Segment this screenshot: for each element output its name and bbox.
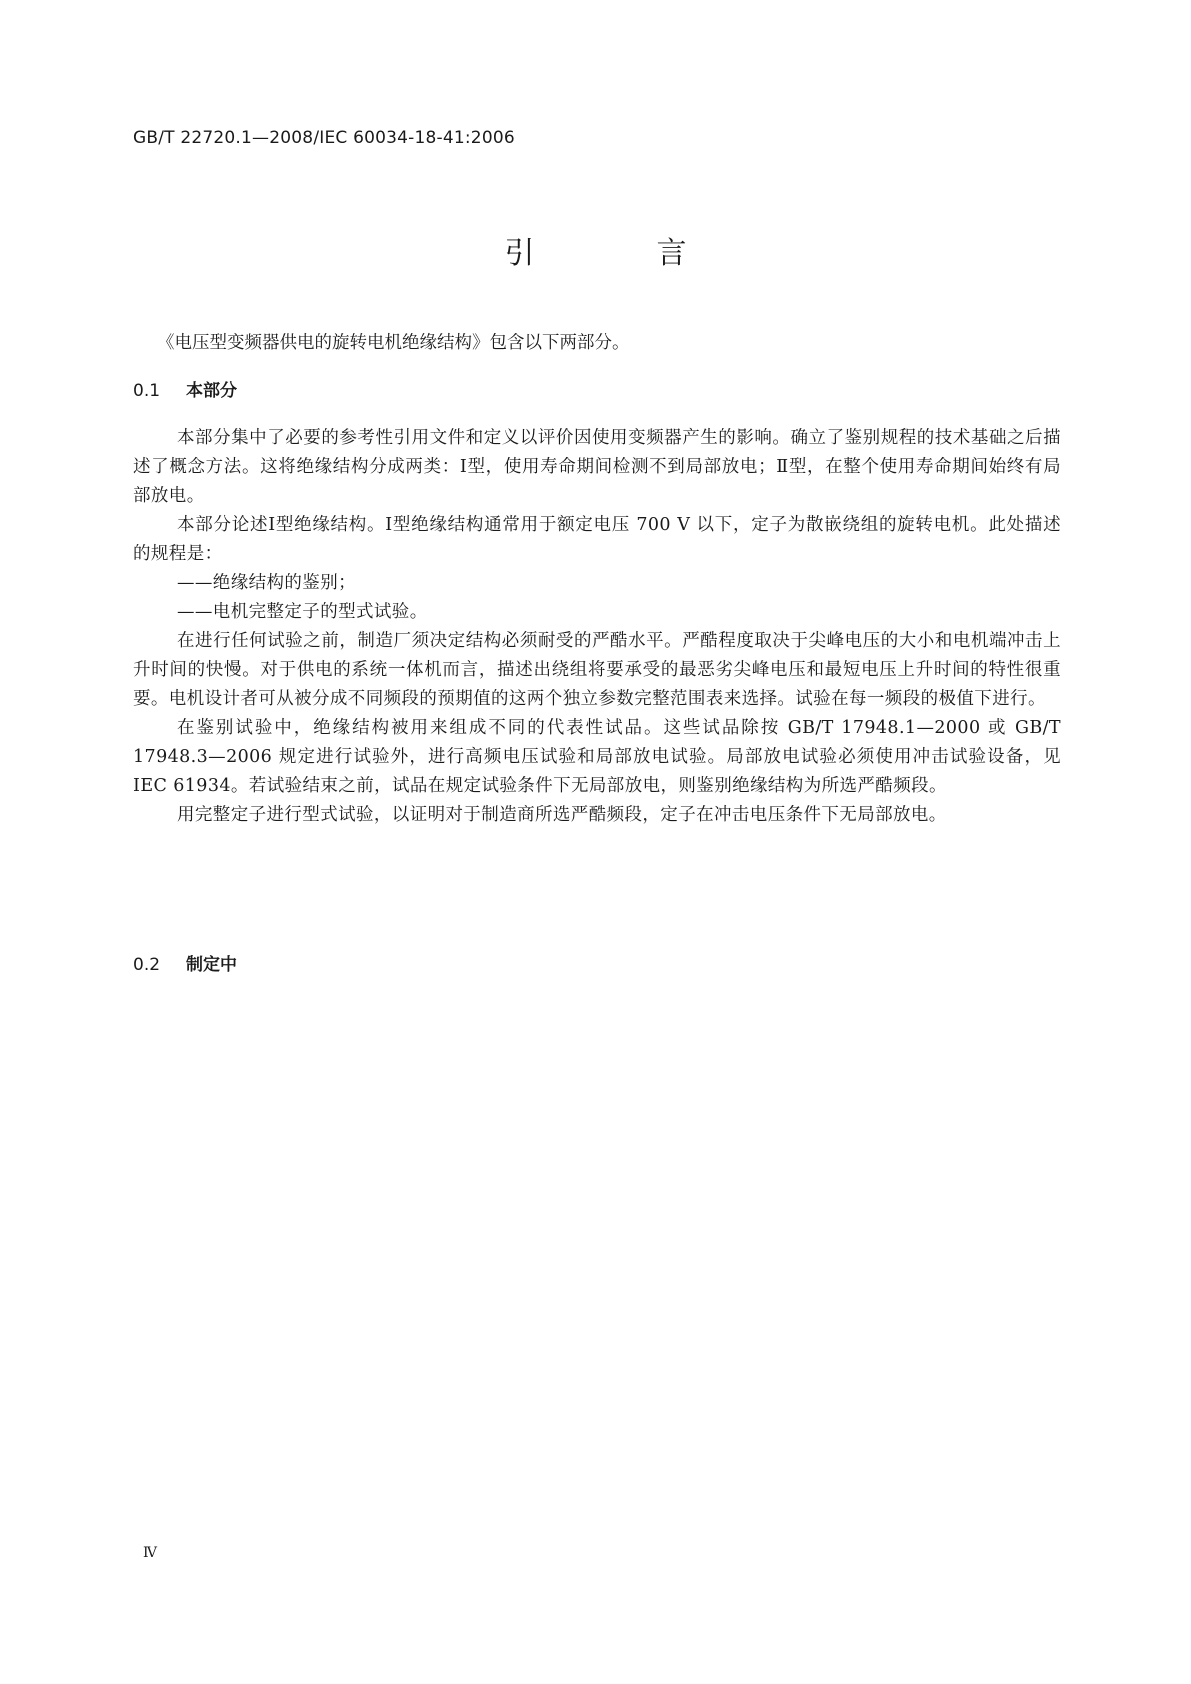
section-body-0-1	[133, 424, 1061, 830]
paragraph: 用完整定子进行型式试验，以证明对于制造商所选严酷频段，定子在冲击电压条件下无局部放电。	[177, 805, 947, 825]
list-item: ——绝缘结构的鉴别；	[177, 573, 356, 593]
list-item: ——电机完整定子的型式试验。	[177, 602, 428, 622]
section-heading-0-1	[133, 376, 237, 401]
standard-code-header: GB/T 22720.1—2008/IEC 60034-18-41:2006	[133, 128, 515, 148]
intro-paragraph: 《电压型变频器供电的旋转电机绝缘结构》包含以下两部分。	[157, 333, 630, 353]
paragraph: 在进行任何试验之前，制造厂须决定结构必须耐受的严酷水平。严酷程度取决于尖峰电压的大小和电机端冲击上升时间的快慢。对于供电的系统一体机而言，描述出绕组将要承受的最恶劣尖峰电压和最短电压上升时间的特性很重要。电机设计者可从被分成不同频段的预期值的这两个独立参数完整范围表来选择。试验在每一频段的极值下进行。	[133, 631, 1061, 709]
section-heading-0-2	[133, 950, 237, 975]
paragraph: 本部分论述Ⅰ型绝缘结构。Ⅰ型绝缘结构通常用于额定电压 700 V 以下，定子为散嵌绕组的旋转电机。此处描述的规程是：	[133, 515, 1061, 564]
page-title: 引 言	[504, 236, 733, 271]
section-title: 本部分	[186, 381, 237, 401]
section-number: 0.1	[133, 381, 161, 401]
page-number: Ⅳ	[143, 1545, 157, 1561]
paragraph: 本部分集中了必要的参考性引用文件和定义以评价因使用变频器产生的影响。确立了鉴别规程的技术基础之后描述了概念方法。这将绝缘结构分成两类：Ⅰ型，使用寿命期间检测不到局部放电；Ⅱ型，在整个使用寿命期间始终有局部放电。	[133, 428, 1061, 506]
section-number: 0.2	[133, 955, 161, 975]
paragraph: 在鉴别试验中，绝缘结构被用来组成不同的代表性试品。这些试品除按 GB/T 17948.1—2000 或 GB/T 17948.3—2006 规定进行试验外，进行高频电压试验和局部放电试验。局部放电试验必须使用冲击试验设备，见 IEC 61934。若试验结束之前，试品在规定试验条件下无局部放电，则鉴别绝缘结构为所选严酷频段。	[133, 718, 1061, 796]
section-title: 制定中	[186, 955, 237, 975]
